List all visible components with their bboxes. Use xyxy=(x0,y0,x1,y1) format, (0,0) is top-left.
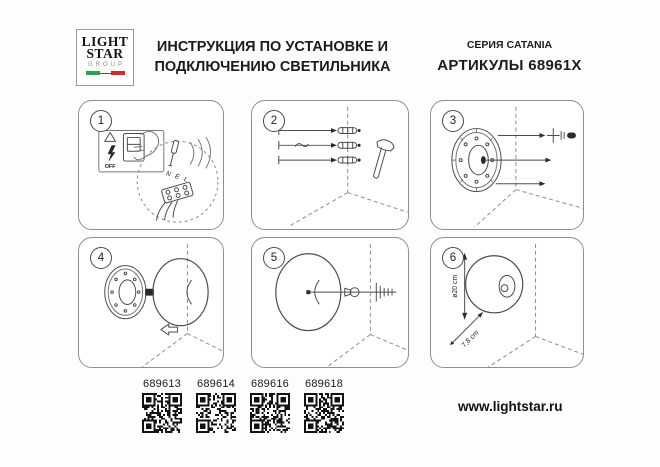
title-line-1: ИНСТРУКЦИЯ ПО УСТАНОВКЕ И xyxy=(156,39,389,55)
wall-corner-lines xyxy=(488,244,583,367)
wire-label-l: L xyxy=(182,175,189,184)
lamp-shade xyxy=(153,259,208,326)
screwdriver-icon xyxy=(168,140,179,166)
motion-line xyxy=(206,137,210,168)
wall-anchor-icon xyxy=(279,156,361,164)
series-label: СЕРИЯ CATANIA xyxy=(466,39,553,51)
step-number-badge: 1 xyxy=(90,110,112,132)
step-panel-2 xyxy=(251,100,409,230)
wiring-detail xyxy=(137,137,218,222)
screw-icon xyxy=(547,129,576,143)
articles-label: АРТИКУЛЫ 68961X xyxy=(437,57,582,74)
step-number-badge: 6 xyxy=(442,247,464,269)
off-label: OFF xyxy=(104,163,116,170)
light-switch-icon xyxy=(123,133,144,161)
terminal-block-icon xyxy=(149,182,198,222)
italian-flag-icon xyxy=(77,71,133,75)
motion-line xyxy=(198,139,202,166)
flag-divider xyxy=(100,73,111,74)
step-number-badge: 4 xyxy=(90,247,112,269)
hammer-icon xyxy=(366,138,395,181)
mounted-lamp xyxy=(466,256,523,313)
warning-triangle-icon xyxy=(105,133,116,142)
series-header xyxy=(432,39,587,74)
article-code: 689613 xyxy=(143,378,181,390)
qr-code xyxy=(196,393,236,433)
article-item xyxy=(248,378,292,438)
step-panel-1 xyxy=(78,100,224,230)
step-number-badge: 5 xyxy=(263,247,285,269)
article-code: 689618 xyxy=(305,378,343,390)
lightning-bolt-icon xyxy=(108,145,116,162)
step-number-badge: 2 xyxy=(263,110,285,132)
article-code: 689614 xyxy=(197,378,235,390)
fixing-arrow xyxy=(486,158,551,163)
flag-green-bar xyxy=(86,71,100,75)
fixing-arrow xyxy=(496,181,545,186)
wire-label-n: N xyxy=(165,170,172,179)
wall-anchor-icon xyxy=(279,141,361,149)
step-number-badge: 3 xyxy=(442,110,464,132)
motion-line xyxy=(190,142,193,164)
lightstar-logo xyxy=(76,29,134,86)
qr-code xyxy=(142,393,182,433)
step-panel-4 xyxy=(78,237,224,368)
fixing-arrow xyxy=(498,133,545,138)
logo-text-group: GROUP xyxy=(87,62,125,68)
wall-corner-lines xyxy=(288,107,408,227)
qr-code xyxy=(250,393,290,433)
mounting-plate xyxy=(105,266,154,319)
attach-direction-arrow xyxy=(161,324,178,335)
wall-corner-lines xyxy=(142,244,223,367)
website-url: www.lightstar.ru xyxy=(458,399,563,414)
article-item xyxy=(140,378,184,438)
logo-text-light: LIGHT xyxy=(81,34,129,49)
step-panel-5 xyxy=(251,237,409,368)
qr-code xyxy=(304,393,344,433)
wire-label-e: E xyxy=(174,173,181,182)
depth-dimension-arrow xyxy=(450,312,483,349)
article-item xyxy=(194,378,238,438)
power-off-warning xyxy=(99,131,164,172)
title-line-2: ПОДКЛЮЧЕНИЮ СВЕТИЛЬНИКА xyxy=(154,59,391,75)
article-item xyxy=(302,378,346,438)
logo-text-star: STAR xyxy=(86,46,124,61)
article-code: 689616 xyxy=(251,378,289,390)
flag-red-bar xyxy=(111,71,125,75)
wall-anchor-icon xyxy=(279,127,361,135)
step-panel-6 xyxy=(430,237,584,368)
wall-corner-lines xyxy=(475,107,583,227)
step-panel-3 xyxy=(430,100,584,230)
diameter-label: ø20 cm xyxy=(451,274,459,298)
depth-label: 7,8 cm xyxy=(460,329,481,350)
page-title xyxy=(140,37,405,77)
